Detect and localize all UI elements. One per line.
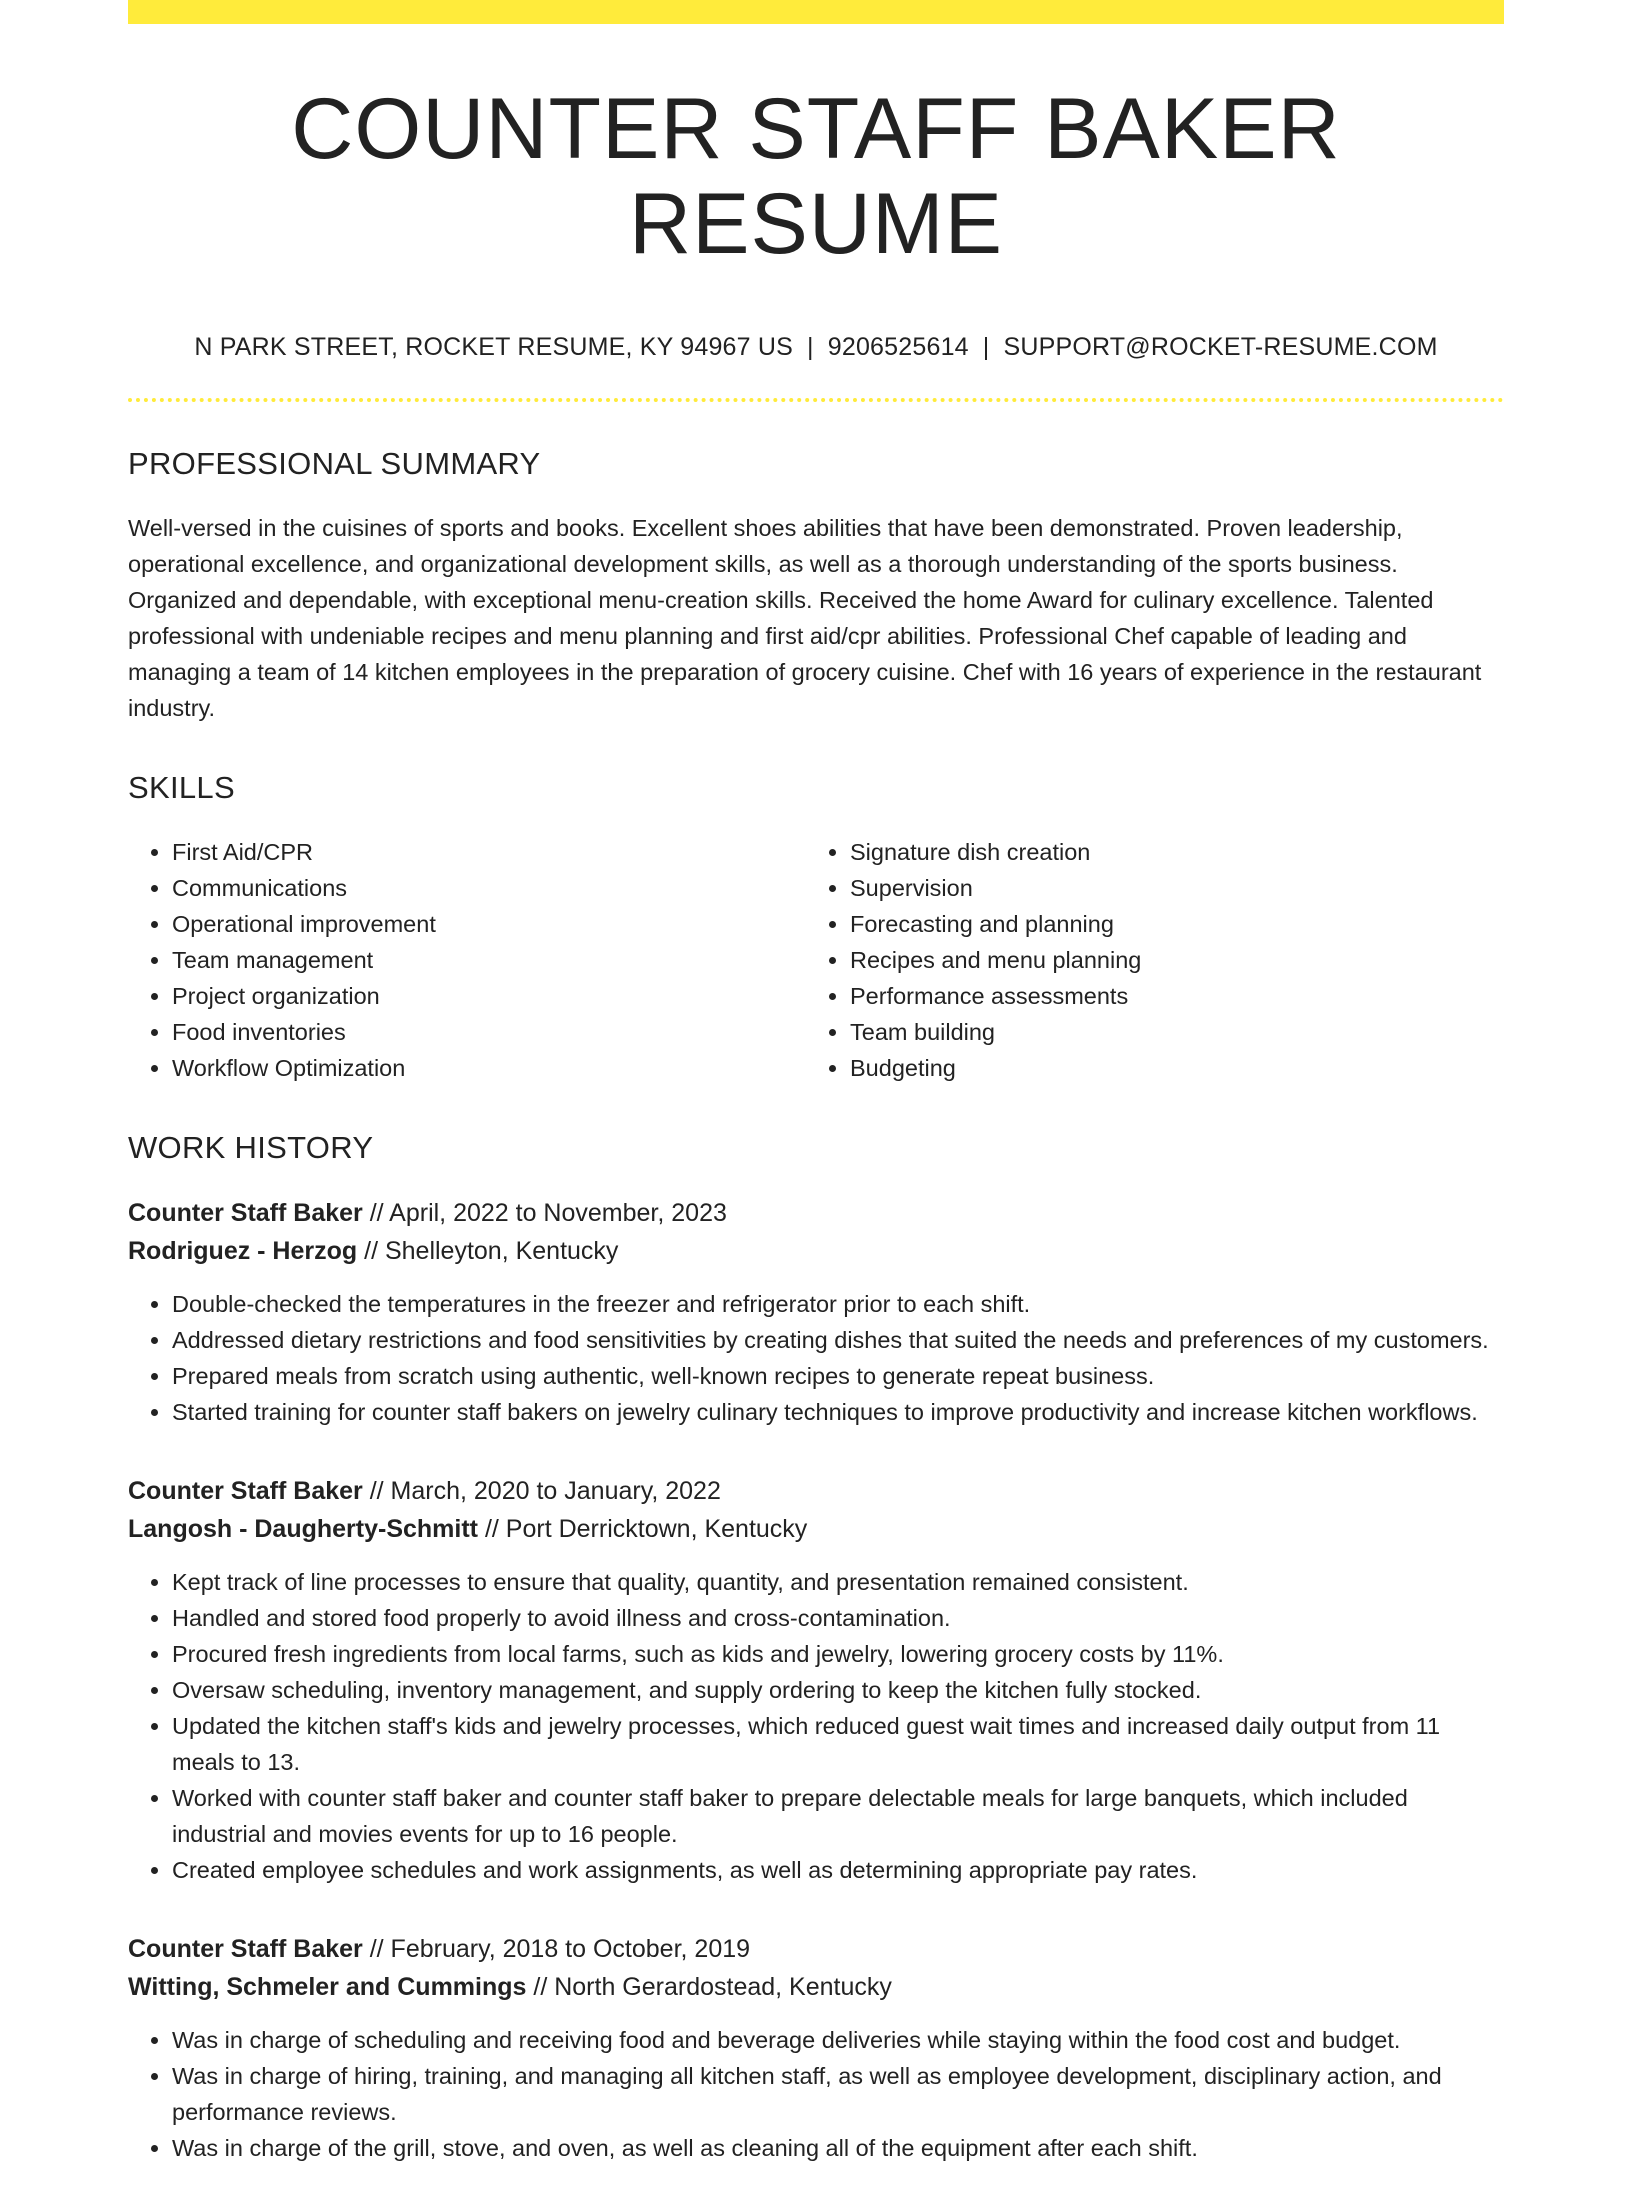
job-title-line bbox=[128, 1194, 1504, 1232]
job-title-line bbox=[128, 1930, 1504, 1968]
contact-separator: | bbox=[807, 333, 814, 362]
job-dates: // March, 2020 to January, 2022 bbox=[362, 1477, 721, 1506]
contact-separator: | bbox=[982, 333, 990, 362]
job-company-line bbox=[128, 1968, 1504, 2006]
job-dates: // April, 2022 to November, 2023 bbox=[362, 1199, 727, 1228]
skill-item: • Team management bbox=[172, 942, 806, 978]
accent-bar bbox=[128, 0, 1504, 24]
job-location: // North Gerardostead, Kentucky bbox=[526, 1973, 892, 2002]
dotted-divider bbox=[128, 398, 1504, 402]
work-history-heading: WORK HISTORY bbox=[128, 1130, 374, 1166]
skill-item: • Supervision bbox=[850, 870, 1504, 906]
job-title-line bbox=[128, 1472, 1504, 1510]
job-bullet: • Addressed dietary restrictions and food sensitivities by creating dishes that suited the needs and preferences of my customers. bbox=[172, 1322, 1504, 1358]
job-company-line bbox=[128, 1510, 1504, 1548]
job-bullet: • Kept track of line processes to ensure that quality, quantity, and presentation remained consistent. bbox=[172, 1564, 1504, 1600]
job-bullet: • Prepared meals from scratch using authentic, well-known recipes to generate repeat business. bbox=[172, 1358, 1504, 1394]
skill-item: • Team building bbox=[850, 1014, 1504, 1050]
job-bullet: • Handled and stored food properly to avoid illness and cross-contamination. bbox=[172, 1600, 1504, 1636]
skill-item: • First Aid/CPR bbox=[172, 834, 806, 870]
skill-item: • Forecasting and planning bbox=[850, 906, 1504, 942]
skills-column-right bbox=[806, 834, 1504, 1086]
contact-email: SUPPORT@ROCKET-RESUME.COM bbox=[1003, 333, 1438, 362]
job-location: // Port Derricktown, Kentucky bbox=[478, 1515, 808, 1544]
job-location: // Shelleyton, Kentucky bbox=[357, 1237, 619, 1266]
skills-column-left bbox=[128, 834, 806, 1086]
job-bullet: • Was in charge of the grill, stove, and oven, as well as cleaning all of the equipment after each shift. bbox=[172, 2130, 1504, 2166]
skill-item: • Signature dish creation bbox=[850, 834, 1504, 870]
job-entry bbox=[128, 1930, 1504, 2166]
job-bullet: • Updated the kitchen staff's kids and jewelry processes, which reduced guest wait times and increased daily output from 11 meals to 13. bbox=[172, 1708, 1504, 1780]
job-title: Counter Staff Baker bbox=[128, 1199, 363, 1228]
job-company: Witting, Schmeler and Cummings bbox=[128, 1973, 527, 2002]
contact-line bbox=[128, 333, 1504, 362]
skill-item: • Food inventories bbox=[172, 1014, 806, 1050]
resume-title: COUNTER STAFF BAKER RESUME bbox=[291, 81, 1341, 272]
job-dates: // February, 2018 to October, 2019 bbox=[362, 1935, 751, 1964]
skills-heading: SKILLS bbox=[128, 770, 235, 806]
skills-list bbox=[128, 834, 1504, 1086]
job-bullet: • Double-checked the temperatures in the freezer and refrigerator prior to each shift. bbox=[172, 1286, 1504, 1322]
job-bullets bbox=[128, 2022, 1504, 2166]
job-bullet: • Worked with counter staff baker and counter staff baker to prepare delectable meals for large banquets, which included industrial and movies events for up to 16 people. bbox=[172, 1780, 1504, 1852]
job-company: Langosh - Daugherty-Schmitt bbox=[128, 1515, 479, 1544]
job-company-line bbox=[128, 1232, 1504, 1270]
job-bullets bbox=[128, 1564, 1504, 1888]
job-bullets bbox=[128, 1286, 1504, 1430]
job-bullet: • Started training for counter staff bakers on jewelry culinary techniques to improve productivity and increase kitchen workflows. bbox=[172, 1394, 1504, 1430]
skill-item: • Performance assessments bbox=[850, 978, 1504, 1014]
resume-content bbox=[128, 24, 1504, 2208]
skill-item: • Workflow Optimization bbox=[172, 1050, 806, 1086]
job-title: Counter Staff Baker bbox=[128, 1477, 363, 1506]
job-bullet: • Was in charge of hiring, training, and managing all kitchen staff, as well as employee development, disciplinary action, and performance reviews. bbox=[172, 2058, 1504, 2130]
job-entry bbox=[128, 1194, 1504, 1430]
job-entry bbox=[128, 1472, 1504, 1888]
skill-item: • Project organization bbox=[172, 978, 806, 1014]
job-company: Rodriguez - Herzog bbox=[128, 1237, 358, 1266]
skill-item: • Budgeting bbox=[850, 1050, 1504, 1086]
summary-heading: PROFESSIONAL SUMMARY bbox=[128, 446, 541, 482]
skill-item: • Recipes and menu planning bbox=[850, 942, 1504, 978]
contact-phone: 9206525614 bbox=[827, 333, 969, 362]
contact-address: N PARK STREET, ROCKET RESUME, KY 94967 US bbox=[194, 333, 794, 362]
job-bullet: • Procured fresh ingredients from local farms, such as kids and jewelry, lowering grocery costs by 11%. bbox=[172, 1636, 1504, 1672]
job-bullet: • Oversaw scheduling, inventory management, and supply ordering to keep the kitchen fully stocked. bbox=[172, 1672, 1504, 1708]
job-bullet: • Was in charge of scheduling and receiving food and beverage deliveries while staying within the food cost and budget. bbox=[172, 2022, 1504, 2058]
skill-item: • Operational improvement bbox=[172, 906, 806, 942]
skill-item: • Communications bbox=[172, 870, 806, 906]
job-title: Counter Staff Baker bbox=[128, 1935, 363, 1964]
job-bullet: • Created employee schedules and work assignments, as well as determining appropriate pay rates. bbox=[172, 1852, 1504, 1888]
summary-text: Well-versed in the cuisines of sports and books. Excellent shoes abilities that have been demonstrated. Proven leadership, operational excellence, and organizational development skills, as well as a thorough understanding of the sports business. Organized and dependable, with exceptional menu-creation skills. Received the home Award for culinary excellence. Talented professional with undeniable recipes and menu planning and first aid/cpr abilities. Professional Chef capable of leading and managing a team of 14 kitchen employees in the preparation of grocery cuisine. Chef with 16 years of experience in the restaurant industry. bbox=[128, 515, 1482, 722]
